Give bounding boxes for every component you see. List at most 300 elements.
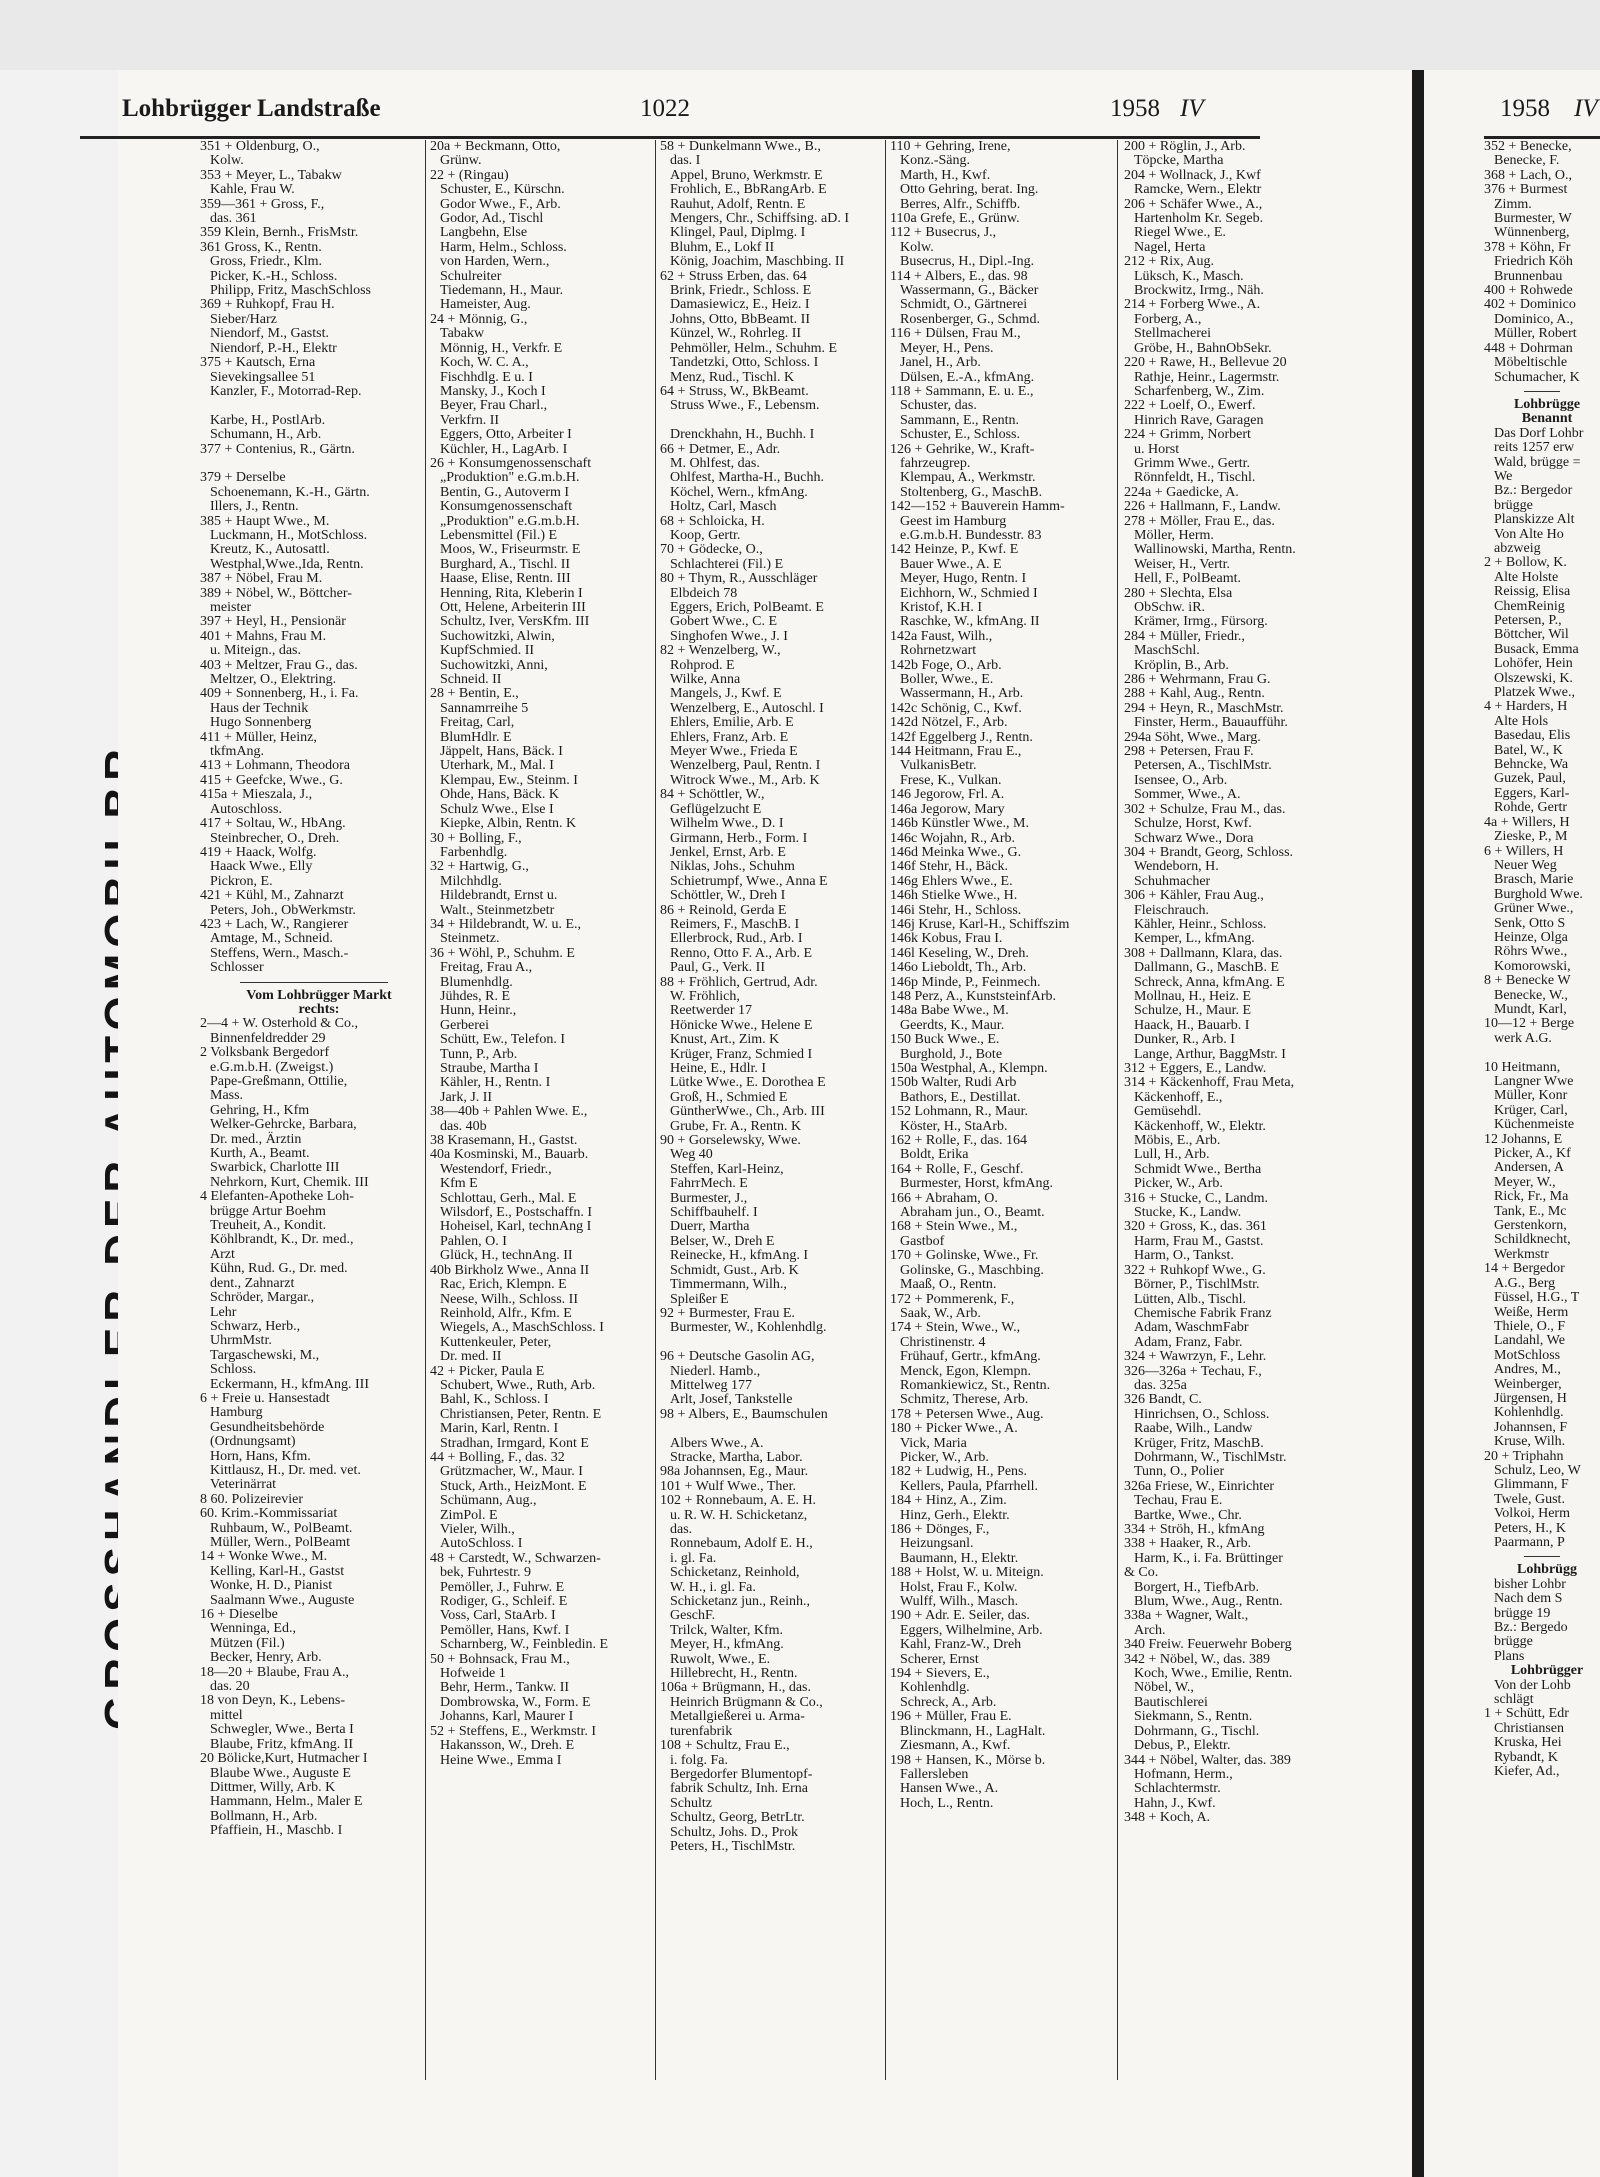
directory-entry: Schwarz, Herb., [210,1318,301,1334]
directory-entry: Peters, H., K [1494,1520,1566,1536]
directory-entry: Glück, H., technAng. II [440,1248,573,1264]
directory-entry: Lohbrügg [1517,1562,1577,1578]
directory-entry: Mangels, J., Kwf. E [670,686,782,702]
directory-entry: Krüger, Franz, Schmied I [670,1046,813,1062]
directory-entry: Nehrkorn, Kurt, Chemik. III [210,1174,369,1190]
directory-entry: 417 + Soltau, W., HbAng. [200,816,346,832]
directory-entry: Lohöfer, Hein [1494,656,1573,672]
directory-entry: 326 Bandt, C. [1124,1392,1202,1408]
directory-entry: Köchel, Wern., kfmAng. [670,484,808,500]
directory-entry: Geest im Hamburg [900,513,1007,529]
directory-entry: Marth, H., Kwf. [900,167,991,183]
directory-entry: Wenzelberg, E., Autoschl. I [670,700,824,716]
directory-entry: Uterhark, M., Mal. I [440,758,554,774]
directory-entry: Schulreiter [440,268,502,284]
directory-entry: Timmermann, Wilh., [670,1277,787,1293]
directory-entry: 338a + Wagner, Walt., [1124,1608,1249,1624]
directory-entry: Pickron, E. [210,873,273,889]
directory-entry: Grützmacher, W., Maur. I [440,1464,583,1480]
directory-entry: 64 + Struss, W., BkBeamt. [660,383,809,399]
directory-entry: Vom Lohbrügger Markt [246,987,392,1003]
directory-entry: 146p Minde, P., Feinmech. [890,974,1041,990]
directory-entry: Fleischrauch. [1134,902,1210,918]
directory-entry: 389 + Nöbel, W., Böttcher- [200,585,352,601]
directory-entry: 60. Krim.-Kommissariat [200,1506,338,1522]
directory-entry: Damasiewicz, E., Heiz. I [670,297,810,313]
directory-entry: Lüksch, K., Masch. [1134,268,1244,284]
directory-entry: 278 + Möller, Frau E., das. [1124,513,1275,529]
directory-entry: Platzek Wwe., [1494,685,1575,701]
directory-entry: Stradhan, Irmgard, Kont E [440,1435,589,1451]
directory-entry: Schütt, Ew., Telefon. I [440,1032,565,1048]
directory-entry: MaschSchl. [1134,643,1200,659]
directory-entry: Tandetzki, Otto, Schloss. I [670,355,819,371]
directory-entry: Haack Wwe., Elly [210,859,313,875]
next-page-year: 1958 [1500,95,1550,122]
directory-entry: Kolw. [900,239,934,255]
directory-entry: Pape-Greßmann, Ottilie, [210,1074,348,1089]
directory-entry: Picker, K.-H., Schloss. [210,268,338,284]
directory-entry: 344 + Nöbel, Walter, das. 389 [1124,1752,1291,1768]
column-divider [885,140,886,2080]
directory-entry: Gross, Friedr., Klm. [210,254,322,270]
directory-entry: Lütten, Alb., Tischl. [1134,1291,1247,1307]
directory-entry: 22 + (Ringau) [430,167,509,183]
directory-entry: Rohprod. E [670,657,735,673]
directory-entry: Batel, W., K [1494,742,1563,758]
directory-entry: Börner, P., TischlMstr. [1134,1277,1260,1293]
directory-entry: Hartenholm Kr. Segeb. [1134,211,1264,227]
directory-entry: Meyer, Hugo, Rentn. I [900,571,1027,587]
directory-entry: von Harden, Wern., [440,254,550,270]
directory-entry: Müller, Robert [1494,326,1577,342]
directory-entry: Dohrmann, W., TischlMstr. [1134,1449,1287,1465]
directory-entry: Schulz, Leo, W [1494,1462,1581,1478]
directory-entry: Harm, K., i. Fa. Brüttinger [1134,1550,1283,1566]
directory-entry: 142—152 + Bauverein Hamm- [890,499,1065,515]
directory-entry: Abraham jun., O., Beamt. [900,1205,1045,1221]
directory-entry: Meltzer, O., Elektring. [210,672,337,688]
directory-entry: Nagel, Herta [1134,239,1206,255]
directory-entry: Planskizze Alt [1494,512,1575,528]
directory-entry: Schultz, Georg, BetrLtr. [670,1810,805,1826]
directory-entry: 326a Friese, W., Einrichter [1124,1478,1275,1494]
directory-entry: 106a + Brügmann, H., das. [660,1680,811,1696]
directory-entry: 224a + Gaedicke, A. [1124,484,1239,500]
directory-entry: Klingel, Paul, Diplmg. I [670,225,806,241]
directory-entry: Raschke, W., kfmAng. II [900,614,1040,630]
directory-entry: 4 Elefanten-Apotheke Loh- [200,1189,354,1205]
directory-entry: We [1494,468,1513,484]
directory-entry: 403 + Meltzer, Frau G., das. [200,657,358,673]
directory-entry: Bz.: Bergedor [1494,483,1573,499]
directory-entry: Olszewski, K. [1494,670,1573,686]
directory-entry: Rybandt, K [1494,1749,1558,1765]
directory-entry: 8 + Benecke W [1484,973,1571,989]
directory-entry: Hamburg [210,1405,263,1421]
directory-entry: Schmidt Wwe., Bertha [1134,1161,1262,1177]
directory-entry: Girmann, Herb., Form. I [670,830,808,846]
directory-entry: Gehring, H., Kfm [210,1102,310,1118]
directory-entry: Schulz Wwe., Else I [440,801,554,817]
directory-entry: Ehlers, Franz, Arb. E [670,729,789,745]
directory-entry: Straube, Martha I [440,1061,539,1076]
directory-entry: Twele, Gust. [1494,1491,1565,1507]
directory-entry: 114 + Albers, E., das. 98 [890,268,1028,284]
directory-entry: Steinmetz. [440,931,500,947]
directory-entry: 220 + Rawe, H., Bellevue 20 [1124,355,1287,371]
directory-entry: Kahle, Frau W. [210,182,295,198]
directory-entry: 166 + Abraham, O. [890,1190,998,1206]
directory-column-4 [890,140,1118,2140]
directory-entry: 2 + Bollow, K. [1484,555,1567,571]
directory-entry: 320 + Gross, K., das. 361 [1124,1219,1267,1235]
directory-entry: Kohlenhdlg. [900,1680,970,1696]
directory-entry: Picker, A., Kf [1494,1146,1571,1162]
directory-entry: 10—12 + Berge [1484,1016,1575,1032]
directory-entry: Haus der Technik [210,700,309,716]
directory-entry: 150a Westphal, A., Klempn. [890,1061,1048,1076]
directory-entry: 448 + Dohrman [1484,340,1573,356]
directory-entry: Ehlers, Emilie, Arb. E [670,715,794,731]
directory-entry: Rathje, Heinr., Lagermstr. [1134,369,1280,385]
directory-entry: Schreck, Anna, kfmAng. E [1134,974,1285,990]
directory-entry: Meyer Wwe., Frieda E [670,744,798,760]
directory-entry: 340 Freiw. Feuerwehr Boberg [1124,1637,1292,1653]
directory-entry: 182 + Ludwig, H., Pens. [890,1464,1028,1480]
directory-entry: Johns, Otto, BbBeamt. II [670,311,810,327]
directory-entry: Füssel, H.G., T [1494,1290,1580,1306]
directory-entry: Chemische Fabrik Franz [1134,1305,1272,1321]
directory-entry: 162 + Rolle, F., das. 164 [890,1133,1028,1149]
directory-entry: MotSchloss [1494,1347,1561,1363]
directory-entry: Godor, Ad., Tischl [440,211,544,227]
directory-entry: 12 Johanns, E [1484,1131,1563,1147]
directory-entry: 419 + Haack, Wolfg. [200,844,317,860]
scan-background-top [0,0,1600,70]
directory-entry: Arch. [1134,1622,1166,1638]
directory-entry: Schümann, Aug., [440,1493,537,1509]
directory-entry: 385 + Haupt Wwe., M. [200,513,330,529]
directory-entry: Schubert, Wwe., Ruth, Arb. [440,1377,596,1393]
directory-entry: Wünnenberg, [1494,225,1570,241]
directory-entry: 148 Perz, A., KunststeinfArb. [890,988,1057,1004]
directory-entry: Andres, M., [1494,1362,1561,1378]
directory-entry: Guzek, Paul, [1494,771,1566,787]
directory-entry: 379 + Derselbe [200,470,286,486]
directory-entry: 146i Stehr, H., Schloss. [890,902,1022,918]
directory-entry: Hammann, Helm., Maler E [210,1794,363,1810]
directory-entry: 334 + Ströh, H., kfmAng [1124,1522,1265,1537]
directory-entry: Ronnebaum, Adolf E. H., [670,1536,813,1552]
directory-entry: 142a Faust, Wilh., [890,628,993,644]
directory-entry: 359 Klein, Bernh., FrisMstr. [200,225,359,241]
directory-entry: Landahl, We [1494,1333,1565,1349]
directory-entry: Müller, Konr [1494,1088,1568,1104]
directory-entry: 90 + Gorselewsky, Wwe. [660,1133,801,1149]
directory-entry: Das Dorf Lohbr [1494,425,1584,441]
directory-entry: Käckenhoff, E., [1134,1089,1223,1105]
directory-entry: 98a Johannsen, Eg., Maur. [660,1464,809,1480]
directory-entry: Siekmann, S., Rentn. [1134,1709,1253,1725]
directory-entry: Tiedemann, H., Maur. [440,283,564,299]
directory-entry: Saak, W., Arb. [900,1305,981,1321]
directory-entry: Jürgensen, H [1494,1390,1567,1406]
directory-entry: brügge [1494,497,1533,513]
directory-entry: Köster, H., StaArb. [900,1118,1008,1134]
directory-entry: Hinrichsen, O., Schloss. [1134,1406,1270,1422]
directory-entry: Krüger, Carl, [1494,1102,1568,1118]
directory-entry: Wilke, Anna [670,672,741,688]
directory-entry: Haack, H., Bauarb. I [1134,1017,1250,1033]
directory-entry: schlägt [1494,1692,1534,1708]
directory-entry: Voss, Carl, StaArb. I [440,1608,556,1624]
directory-entry: Petersen, A., TischlMstr. [1134,758,1272,774]
directory-entry: 82 + Wenzelberg, W., [660,643,781,659]
directory-entry: Kfm E [440,1176,478,1192]
directory-entry: das. 325a [1134,1377,1187,1393]
directory-entry: W. H., i. gl. Fa. [670,1579,756,1595]
directory-entry: Bahl, K., Schloss. I [440,1392,549,1408]
directory-entry: Meyer, W., [1494,1174,1556,1190]
directory-entry: Brasch, Marie [1494,872,1574,888]
directory-entry: Eichhorn, W., Schmied I [900,585,1038,601]
directory-entry: Wassermann, G., Bäcker [900,283,1039,299]
directory-entry: Weg 40 [670,1147,713,1163]
directory-entry: 38—40b + Pahlen Wwe. E., [430,1104,588,1120]
directory-entry: 40b Birkholz Wwe., Anna II [430,1262,590,1278]
column-divider [1117,140,1118,2080]
directory-entry: Krämer, Irmg., Fürsorg. [1134,614,1268,630]
directory-entry: Reetwerder 17 [670,1003,753,1019]
directory-entry: Mollnau, H., Heiz. E [1134,988,1252,1004]
directory-entry: Schultz, Johs. D., Prok [670,1824,798,1840]
directory-entry: 8 60. Polizeirevier [200,1491,304,1507]
directory-entry: u. Miteign., das. [210,643,301,659]
directory-entry: meister [210,600,252,615]
section-divider [240,982,388,983]
directory-entry: Heinrich Brügmann & Co., [670,1694,823,1710]
directory-entry: Nöbel, W., [1134,1680,1194,1696]
directory-entry: Schildknecht, [1494,1232,1571,1248]
directory-entry: ObSchw. iR. [1134,600,1206,615]
directory-entry: 338 + Haaker, R., Arb. [1124,1536,1252,1552]
book-gutter [1412,70,1424,2177]
directory-entry: 92 + Burmester, Frau E. [660,1305,795,1321]
directory-entry: Mundt, Karl, [1494,1001,1567,1017]
directory-entry: rechts: [298,1001,340,1017]
directory-entry: Grimm Wwe., Gertr. [1134,455,1250,471]
directory-entry: i. folg. Fa. [670,1752,728,1768]
directory-entry: Alte Holste [1494,569,1559,585]
directory-entry: Burmester, J., [670,1190,748,1206]
directory-entry: Hofmann, Herm., [1134,1766,1233,1782]
directory-entry: 286 + Wehrmann, Frau G. [1124,672,1271,688]
directory-column-5 [1124,140,1390,2140]
directory-entry: 18—20 + Blaube, Frau A., [200,1664,350,1680]
directory-entry: Christiansen, Peter, Rentn. E [440,1406,602,1422]
directory-entry: Benannt [1521,411,1573,427]
directory-entry: Holtz, Carl, Masch [670,499,777,515]
directory-entry: 342 + Nöbel, W., das. 389 [1124,1651,1270,1667]
directory-entry: dent., Zahnarzt [210,1275,295,1291]
directory-entry: Sammann, E., Rentn. [900,412,1019,428]
directory-entry: 348 + Koch, A. [1124,1810,1211,1826]
directory-entry: 214 + Forberg Wwe., A. [1124,297,1261,313]
directory-entry: Ohlfest, Martha-H., Buchh. [670,470,824,486]
directory-entry: 423 + Lach, W., Rangierer [200,916,349,932]
directory-entry: Friedrich Köh [1494,254,1573,270]
directory-entry: Brunnenbau [1494,268,1563,284]
directory-entry: Ruhbaum, W., PolBeamt. [210,1520,353,1536]
directory-entry: Fischhdlg. E u. I [440,369,533,385]
directory-entry: Niederl. Hamb., [670,1363,761,1379]
directory-entry: Spleißer E [670,1291,729,1307]
directory-entry: 146k Kobus, Frau I. [890,931,1003,947]
directory-entry: turenfabrik [670,1723,733,1739]
directory-entry: Niklas, Johs., Schuhm [670,859,795,875]
directory-entry: Petersen, P., [1494,613,1562,628]
directory-entry: Burghold, J., Bote [900,1046,1003,1062]
directory-entry: Romankiewicz, St., Rentn. [900,1377,1051,1393]
directory-entry: Stellmacherei [1134,326,1211,342]
directory-entry: Hameister, Aug. [440,297,531,313]
directory-entry: Schicketanz jun., Reinh., [670,1594,810,1610]
directory-entry: Dunker, R., Arb. I [1134,1032,1235,1048]
directory-entry: Dombrowska, W., Form. E [440,1694,591,1710]
directory-entry: Wonke, H. D., Pianist [210,1578,333,1594]
directory-entry: 48 + Carstedt, W., Schwarzen- [430,1550,601,1566]
directory-entry: Wulff, Wilh., Masch. [900,1594,1019,1610]
directory-entry: 200 + Röglin, J., Arb. [1124,139,1246,154]
directory-entry: fabrik Schultz, Inh. Erna [670,1781,809,1797]
directory-entry: Schmitz, Therese, Arb. [900,1392,1029,1408]
directory-entry: 116 + Dülsen, Frau M., [890,326,1021,342]
directory-entry: Pemöller, Hans, Kwf. I [440,1622,570,1638]
directory-entry: Schlottau, Gerh., Mal. E [440,1190,577,1206]
column-divider [425,140,426,2080]
directory-entry: Behr, Herm., Tankw. II [440,1680,570,1696]
directory-entry: Hahn, J., Kwf. [1134,1795,1216,1811]
directory-entry: 142d Nötzel, F., Arb. [890,715,1008,731]
directory-entry: 24 + Mönnig, G., [430,311,528,327]
directory-entry: Bergedorfer Blumentopf- [670,1766,813,1782]
directory-entry: Reimers, F., MaschB. I [670,916,800,932]
directory-entry: Kelling, Karl-H., Gastst [210,1563,345,1579]
directory-entry: 194 + Sievers, E., [890,1666,990,1682]
directory-entry: Krüger, Fritz, MaschB. [1134,1435,1264,1451]
directory-entry: bek, Fuhrtestr. 9 [440,1565,531,1581]
directory-entry: 413 + Lohmann, Theodora [200,758,350,774]
directory-entry: Marin, Karl, Rentn. I [440,1421,559,1437]
directory-entry: Geflügelzucht E [670,801,762,817]
directory-entry: Mönnig, H., Verkfr. E [440,340,563,356]
header-volume: IV [1180,95,1204,122]
directory-entry: 387 + Nöbel, Frau M. [200,571,323,587]
directory-entry: Blaube Wwe., Auguste E [210,1765,351,1781]
directory-entry: 20a + Beckmann, Otto, [430,139,561,154]
directory-entry: Rosenberger, G., Schmd. [900,311,1040,327]
directory-entry: Grube, Fr. A., Rentn. K [670,1118,802,1134]
directory-entry: 62 + Struss Erben, das. 64 [660,268,807,284]
directory-entry [660,1336,888,1350]
directory-entry: Walt., Steinmetzbetr [440,902,555,918]
directory-entry: 190 + Adr. E. Seiler, das. [890,1608,1030,1624]
directory-entry: 146c Wojahn, R., Arb. [890,830,1015,846]
directory-entry: 304 + Brandt, Georg, Schloss. [1124,844,1294,860]
directory-entry: 42 + Picker, Paula E [430,1363,545,1379]
directory-entry: 284 + Müller, Friedr., [1124,628,1245,644]
directory-entry: GüntherWwe., Ch., Arb. III [670,1104,825,1120]
directory-entry: Tunn, P., Arb. [440,1046,518,1062]
directory-entry: 58 + Dunkelmann Wwe., B., [660,139,821,154]
directory-entry: fahrzeugrep. [900,455,971,471]
directory-entry: u. R. W. H. Schicketanz, [670,1507,808,1523]
directory-entry: FahrrMech. E [670,1176,748,1192]
directory-entry: Von der Lohb [1494,1677,1571,1693]
directory-entry: Illers, J., Rentn. [210,499,299,515]
directory-column-3 [660,140,888,2140]
next-page-column [1484,140,1600,2140]
directory-entry: 20 + Triphahn [1484,1448,1564,1464]
directory-entry: Bauer Wwe., A. E [900,556,1002,572]
directory-entry: 1 + Schütt, Edr [1484,1706,1569,1722]
directory-entry: Hugo Sonnenberg [210,715,312,731]
directory-entry: Koch, Wwe., Emilie, Rentn. [1134,1666,1293,1682]
directory-entry: Mass. [210,1088,244,1104]
directory-entry: Witrock Wwe., M., Arb. K [670,772,820,788]
directory-entry: ChemReinig [1494,598,1565,614]
directory-entry: Picker, W., Arb. [900,1449,989,1465]
directory-entry: e.G.m.b.H. Bundesstr. 83 [900,527,1042,543]
directory-entry: Johanns, Karl, Maurer I [440,1709,574,1725]
directory-entry: Bartke, Wwe., Chr. [1134,1507,1242,1523]
directory-entry: Boldt, Erika [900,1147,969,1163]
directory-entry: 298 + Petersen, Frau F. [1124,744,1254,760]
directory-entry: Mittelweg 177 [670,1377,753,1393]
directory-entry: Heine Wwe., Emma I [440,1752,562,1768]
directory-entry: Konsumgenossenschaft [440,499,573,515]
directory-entry: Käckenhoff, W., Elektr. [1134,1118,1266,1134]
directory-entry: Schwegler, Wwe., Berta I [210,1722,354,1738]
directory-entry: Kellers, Paula, Pfarrhell. [900,1478,1039,1494]
directory-entry: Dr. med. II [440,1349,502,1365]
directory-entry: Lohbrügger [1510,1663,1584,1679]
directory-entry: 314 + Käckenhoff, Frau Meta, [1124,1075,1295,1091]
directory-entry: Debus, P., Elektr. [1134,1738,1231,1754]
directory-entry: 148a Babe Wwe., M. [890,1003,1009,1019]
directory-entry: Kiefer, Ad., [1494,1764,1560,1780]
directory-entry: 168 + Stein Wwe., M., [890,1219,1018,1235]
directory-entry: Kohlenhdlg. [1494,1405,1564,1421]
directory-entry: 306 + Kähler, Frau Aug., [1124,888,1264,904]
directory-entry: Basedau, Elis [1494,728,1571,744]
directory-entry: Lull, H., Arb. [1134,1147,1210,1163]
directory-entry: Benecke, F. [1494,153,1560,169]
directory-entry: BlumHdlr. E [440,729,512,745]
directory-entry: 172 + Pommerenk, F., [890,1291,1015,1307]
directory-entry: 222 + Loelf, O., Ewerf. [1124,398,1256,414]
directory-entry: i. gl. Fa. [670,1550,717,1566]
directory-entry: Ohde, Hans, Bäck. K [440,787,559,803]
directory-entry: Koch, W. C. A., [440,355,529,371]
directory-entry: Meyer, H., Pens. [900,340,994,356]
directory-entry: Dülsen, E.-A., kfmAng. [900,369,1035,385]
directory-entry: Beyer, Frau Charl., [440,398,548,414]
directory-entry: das. [670,1522,693,1537]
directory-entry: Frohlich, E., BbRangArb. E [670,182,827,198]
directory-entry: Schuhmacher [1134,873,1211,889]
